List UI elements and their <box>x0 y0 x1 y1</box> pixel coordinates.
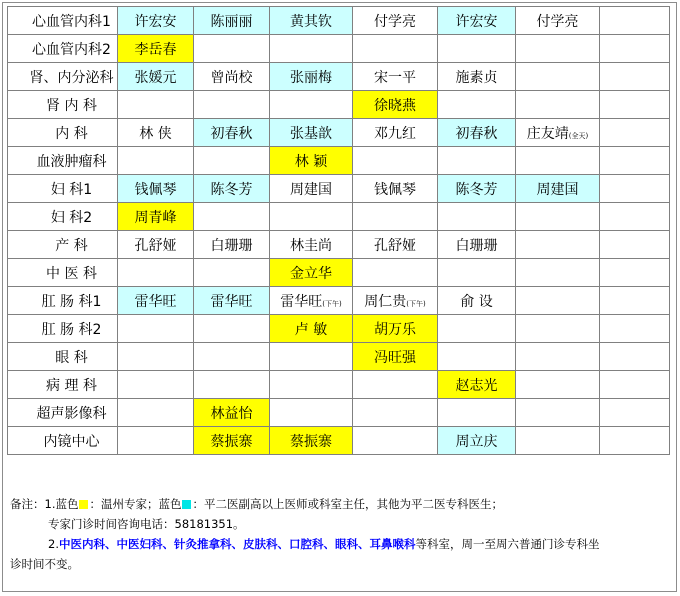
doctor-cell <box>270 119 353 147</box>
empty-cell <box>600 119 670 147</box>
doctor-name: 金立华 <box>290 265 332 282</box>
doctor-name: 张基歆 <box>290 125 332 142</box>
doctor-cell <box>194 119 270 147</box>
empty-cell <box>600 35 670 63</box>
doctor-cell <box>516 231 600 259</box>
doctor-name: 白珊珊 <box>210 237 253 254</box>
doctor-name: 孔舒娅 <box>374 237 416 254</box>
doctor-cell <box>353 63 438 91</box>
dept-cell: 血液肿瘤科 <box>8 147 118 175</box>
doctor-cell <box>194 203 270 231</box>
empty-cell <box>600 343 670 371</box>
table-row <box>8 371 670 399</box>
dept-cell: 肾 内 科 <box>8 91 118 119</box>
doctor-cell <box>438 147 516 175</box>
doctor-name: 周青峰 <box>134 209 177 226</box>
doctor-cell <box>118 147 194 175</box>
table-row <box>8 35 670 63</box>
dept-cell: 产 科 <box>8 231 118 259</box>
note-number: 2. <box>48 537 59 551</box>
empty-cell <box>600 315 670 343</box>
doctor-cell <box>353 287 438 315</box>
doctor-cell <box>118 343 194 371</box>
doctor-cell <box>516 259 600 287</box>
doctor-name: 林 侠 <box>139 125 172 142</box>
doctor-cell <box>118 259 194 287</box>
doctor-cell <box>194 63 270 91</box>
note-prefix: 备注：1.蓝色 <box>10 497 79 511</box>
empty-cell <box>600 91 670 119</box>
doctor-name: 周建国 <box>290 181 332 198</box>
doctor-cell <box>353 315 438 343</box>
doctor-name: 邓九红 <box>374 125 416 142</box>
doctor-name: 林 颖 <box>294 153 328 170</box>
doctor-cell <box>438 203 516 231</box>
doctor-cell <box>270 259 353 287</box>
table-row <box>8 315 670 343</box>
table-row <box>8 7 670 35</box>
table-row <box>8 259 670 287</box>
doctor-cell <box>194 147 270 175</box>
empty-cell <box>600 231 670 259</box>
empty-cell <box>600 399 670 427</box>
doctor-cell <box>118 35 194 63</box>
dept-cell: 内镜中心 <box>8 427 118 455</box>
doctor-cell <box>194 259 270 287</box>
empty-cell <box>600 371 670 399</box>
doctor-cell <box>270 399 353 427</box>
table-row <box>8 203 670 231</box>
doctor-cell <box>438 7 516 35</box>
doctor-name: 庄友靖 <box>526 125 569 142</box>
doctor-name: 李岳春 <box>134 41 177 58</box>
doctor-cell <box>353 259 438 287</box>
doctor-name: 钱佩琴 <box>134 181 177 198</box>
doctor-cell <box>516 371 600 399</box>
doctor-cell <box>118 203 194 231</box>
doctor-cell <box>516 399 600 427</box>
dept-cell: 超声影像科 <box>8 399 118 427</box>
doctor-cell <box>516 119 600 147</box>
clinic-schedule-table <box>7 6 670 455</box>
doctor-cell <box>270 315 353 343</box>
doctor-name: 徐晓燕 <box>374 97 416 114</box>
doctor-name: 张丽梅 <box>290 69 332 86</box>
doctor-name: 陈冬芳 <box>455 181 498 198</box>
doctor-name: 初春秋 <box>210 125 253 142</box>
doctor-cell <box>516 287 600 315</box>
doctor-cell <box>516 91 600 119</box>
doctor-cell <box>118 119 194 147</box>
doctor-name: 付学亮 <box>374 13 416 30</box>
doctor-cell <box>118 399 194 427</box>
doctor-cell <box>438 315 516 343</box>
doctor-cell <box>516 7 600 35</box>
doctor-cell <box>194 399 270 427</box>
doctor-cell <box>194 371 270 399</box>
empty-cell <box>600 287 670 315</box>
doctor-cell <box>438 427 516 455</box>
doctor-name: 张媛元 <box>134 69 177 86</box>
dept-cell: 肾、内分泌科 <box>8 63 118 91</box>
doctor-cell <box>270 343 353 371</box>
doctor-cell <box>194 175 270 203</box>
doctor-name: 冯旺强 <box>374 349 416 366</box>
doctor-cell <box>438 119 516 147</box>
doctor-cell <box>516 147 600 175</box>
doctor-cell <box>194 35 270 63</box>
doctor-cell <box>270 147 353 175</box>
doctor-cell <box>270 203 353 231</box>
doctor-cell <box>516 35 600 63</box>
note-line-1 <box>10 494 665 514</box>
doctor-name: 宋一平 <box>374 69 416 86</box>
table-row <box>8 119 670 147</box>
doctor-cell <box>194 91 270 119</box>
note-text: ：温州专家；蓝色 <box>89 497 182 511</box>
doctor-cell <box>438 231 516 259</box>
dept-cell: 肛 肠 科2 <box>8 315 118 343</box>
empty-cell <box>600 147 670 175</box>
note-text: 等科室，周一至周六普通门诊专科坐 <box>415 537 600 551</box>
doctor-name: 陈丽丽 <box>210 13 253 30</box>
doctor-cell <box>118 371 194 399</box>
doctor-name: 钱佩琴 <box>374 181 416 198</box>
doctor-name: 卢 敏 <box>294 321 328 338</box>
doctor-cell <box>118 231 194 259</box>
doctor-cell <box>353 147 438 175</box>
doctor-cell <box>438 371 516 399</box>
note-line-4: 诊时间不变。 <box>10 557 79 571</box>
doctor-cell <box>353 119 438 147</box>
doctor-cell <box>516 315 600 343</box>
doctor-cell <box>118 7 194 35</box>
doctor-cell <box>516 427 600 455</box>
doctor-name: 俞 设 <box>460 293 493 310</box>
empty-cell <box>600 7 670 35</box>
table-row <box>8 63 670 91</box>
doctor-name: 周立庆 <box>455 433 498 450</box>
doctor-name: 林圭尚 <box>290 237 332 254</box>
doctor-cell <box>270 63 353 91</box>
doctor-cell <box>194 231 270 259</box>
doctor-cell <box>270 175 353 203</box>
doctor-cell <box>118 175 194 203</box>
doctor-name: 付学亮 <box>536 13 579 30</box>
doctor-name: 赵志光 <box>455 377 498 394</box>
table-row <box>8 231 670 259</box>
doctor-cell <box>353 35 438 63</box>
doctor-name: 曾尚校 <box>210 69 253 86</box>
doctor-cell <box>353 203 438 231</box>
doctor-cell <box>270 35 353 63</box>
doctor-cell <box>516 343 600 371</box>
doctor-cell <box>194 315 270 343</box>
note-line-2: 专家门诊时间咨询电话：58181351。 <box>48 517 245 531</box>
dept-cell: 病 理 科 <box>8 371 118 399</box>
doctor-cell <box>516 63 600 91</box>
doctor-cell <box>194 7 270 35</box>
time-note: (下午) <box>322 299 342 308</box>
doctor-name: 雷华旺 <box>210 293 253 310</box>
table-row <box>8 147 670 175</box>
dept-cell: 心血管内科1 <box>8 7 118 35</box>
doctor-cell <box>270 231 353 259</box>
doctor-name: 周建国 <box>536 181 579 198</box>
table-row <box>8 343 670 371</box>
doctor-cell <box>194 427 270 455</box>
doctor-cell <box>353 175 438 203</box>
doctor-cell <box>438 175 516 203</box>
doctor-cell <box>438 63 516 91</box>
doctor-cell <box>118 427 194 455</box>
doctor-cell <box>353 399 438 427</box>
doctor-name: 初春秋 <box>455 125 498 142</box>
doctor-name: 白珊珊 <box>455 237 498 254</box>
dept-cell: 心血管内科2 <box>8 35 118 63</box>
doctor-cell <box>118 63 194 91</box>
doctor-cell <box>438 343 516 371</box>
empty-cell <box>600 175 670 203</box>
dept-cell: 内 科 <box>8 119 118 147</box>
doctor-name: 蔡振寨 <box>210 433 253 450</box>
doctor-cell <box>438 91 516 119</box>
doctor-cell <box>438 35 516 63</box>
notes-section <box>10 494 665 574</box>
dept-cell: 妇 科2 <box>8 203 118 231</box>
doctor-cell <box>118 91 194 119</box>
doctor-cell <box>270 91 353 119</box>
doctor-cell <box>118 287 194 315</box>
doctor-name: 孔舒娅 <box>134 237 177 254</box>
dept-cell: 中 医 科 <box>8 259 118 287</box>
empty-cell <box>600 203 670 231</box>
doctor-cell <box>353 427 438 455</box>
doctor-cell <box>353 91 438 119</box>
doctor-name: 林益怡 <box>210 405 253 422</box>
table-row <box>8 427 670 455</box>
dept-cell: 眼 科 <box>8 343 118 371</box>
doctor-cell <box>353 371 438 399</box>
doctor-cell <box>516 203 600 231</box>
dept-cell: 妇 科1 <box>8 175 118 203</box>
doctor-name: 黄其钦 <box>290 13 332 30</box>
doctor-name: 施素贞 <box>455 69 498 86</box>
doctor-cell <box>270 371 353 399</box>
doctor-cell <box>194 287 270 315</box>
doctor-cell <box>270 427 353 455</box>
doctor-name: 周仁贵 <box>364 293 407 310</box>
doctor-name: 雷华旺 <box>134 293 177 310</box>
dept-cell: 肛 肠 科1 <box>8 287 118 315</box>
time-note: (全天) <box>568 131 589 140</box>
table-row <box>8 399 670 427</box>
yellow-swatch <box>79 500 88 509</box>
doctor-name: 雷华旺 <box>280 293 323 310</box>
doctor-cell <box>353 343 438 371</box>
empty-cell <box>600 427 670 455</box>
doctor-name: 许宏安 <box>455 13 498 30</box>
doctor-cell <box>270 287 353 315</box>
table-row <box>8 91 670 119</box>
doctor-cell <box>516 175 600 203</box>
doctor-name: 蔡振寨 <box>290 433 332 450</box>
doctor-cell <box>438 259 516 287</box>
doctor-cell <box>270 7 353 35</box>
empty-cell <box>600 63 670 91</box>
doctor-name: 许宏安 <box>134 13 177 30</box>
doctor-cell <box>438 287 516 315</box>
table-row <box>8 287 670 315</box>
doctor-cell <box>194 343 270 371</box>
doctor-name: 陈冬芳 <box>210 181 253 198</box>
doctor-cell <box>353 231 438 259</box>
dept-list: 中医内科、中医妇科、针灸推拿科、皮肤科、口腔科、眼科、耳鼻喉科 <box>58 537 416 551</box>
time-note: (下午) <box>406 299 426 308</box>
empty-cell <box>600 259 670 287</box>
note-line-3 <box>10 534 665 554</box>
doctor-name: 胡万乐 <box>374 321 416 338</box>
table-row <box>8 175 670 203</box>
doctor-cell <box>438 399 516 427</box>
doctor-cell <box>118 315 194 343</box>
doctor-cell <box>353 7 438 35</box>
note-text: ：平二医副高以上医师或科室主任，其他为平二医专科医生； <box>192 497 503 511</box>
cyan-swatch <box>182 500 191 509</box>
